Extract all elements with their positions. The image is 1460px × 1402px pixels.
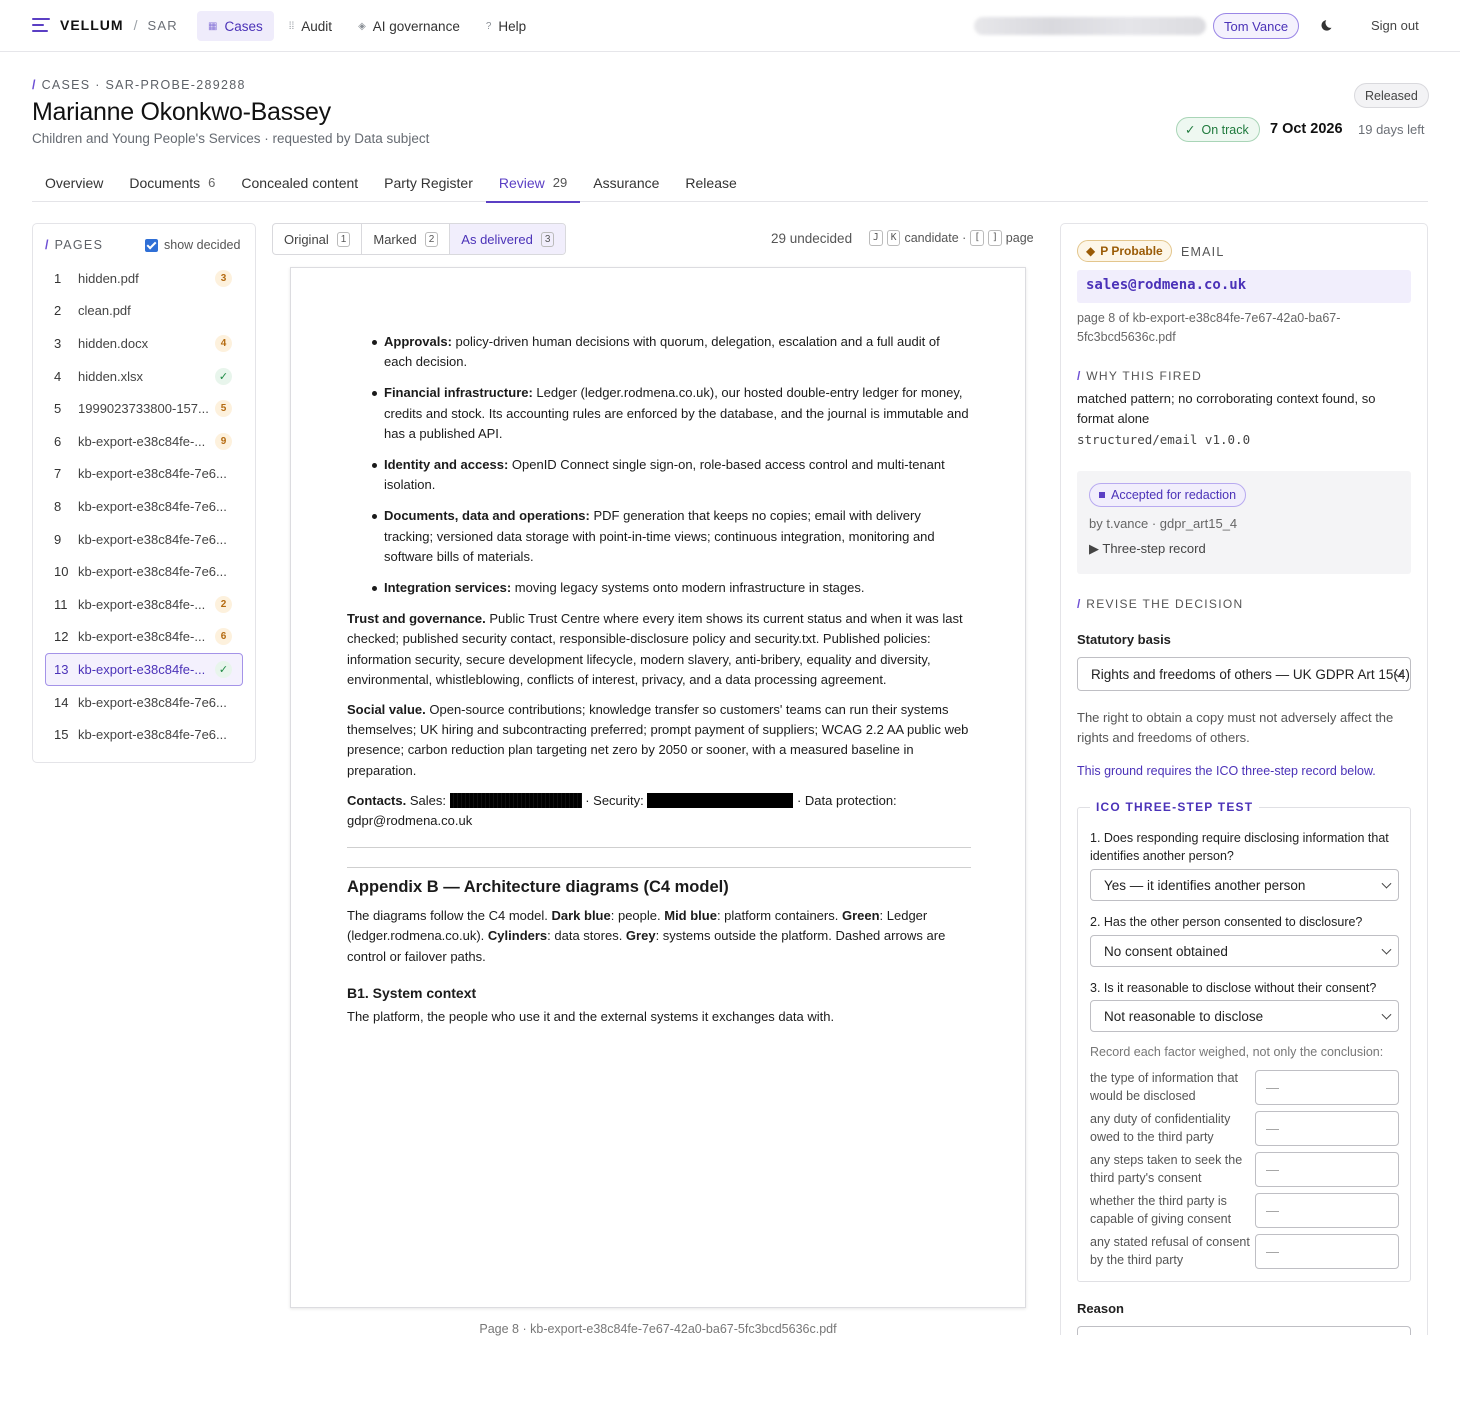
question-3: 3. Is it reasonable to disclose without their consent? — [1090, 981, 1377, 995]
factor-label: any duty of confidentiality owed to the third party — [1090, 1112, 1231, 1144]
mode-label: As delivered — [461, 231, 533, 247]
candidate-count-badge: 3 — [215, 270, 232, 287]
decision-label: Accepted for redaction — [1111, 488, 1237, 502]
page-number: 7 — [54, 466, 62, 482]
tab-documents[interactable] — [116, 164, 228, 202]
case-tabs — [32, 164, 1428, 202]
tab-overview[interactable] — [32, 164, 116, 202]
page-file-name: kb-export-e38c84fe-7e6... — [78, 531, 227, 547]
dark-mode-icon[interactable] — [1320, 17, 1336, 33]
page-file-name: hidden.pdf — [78, 270, 139, 286]
square-icon — [1099, 492, 1105, 498]
tab-label: Assurance — [593, 175, 660, 191]
top-nav — [0, 0, 1460, 52]
appendix-paragraph: The diagrams follow the C4 model. Dark blue: people. Mid blue: platform containers. Green: Ledger (ledger.rodmena.co.uk). Cylinders: data stores. Grey: systems outside the platform. Dashed arrows are control or failover paths. — [347, 908, 946, 964]
nav-ai-governance[interactable] — [347, 11, 471, 41]
tab-review[interactable] — [486, 164, 580, 202]
factor-label: any steps taken to seek the third party's consent — [1090, 1153, 1243, 1185]
factor-input[interactable]: — — [1255, 1193, 1399, 1228]
chevron-down-icon — [1382, 879, 1392, 889]
page-number: 13 — [54, 661, 69, 677]
show-decided-toggle[interactable] — [145, 238, 240, 252]
brand[interactable] — [32, 17, 178, 33]
statutory-basis-label: Statutory basis — [1077, 632, 1171, 647]
hint-page: page — [1005, 231, 1034, 245]
page-list — [45, 262, 243, 751]
page-list-item[interactable] — [45, 392, 243, 425]
factor-input[interactable]: — — [1255, 1111, 1399, 1146]
mode-label: Marked — [373, 231, 417, 247]
blurred-email — [974, 17, 1206, 35]
check-icon: ✓ — [215, 661, 232, 678]
confidence-badge — [1077, 240, 1172, 262]
nav-cases-label: Cases — [224, 18, 263, 34]
page-file-name: 1999023733800-157... — [78, 401, 209, 417]
case-subtitle: Children and Young People's Services · requested by Data subject — [32, 131, 430, 146]
view-mode-toggle — [272, 223, 566, 255]
factor-label: whether the third party is capable of giving consent — [1090, 1194, 1232, 1226]
page-number: 10 — [54, 564, 69, 580]
why-text: matched pattern; no corroborating context found, so format alone — [1077, 391, 1376, 426]
divider — [347, 847, 971, 848]
rule-id: structured/email v1.0.0 — [1077, 432, 1251, 447]
page-list-item[interactable] — [45, 686, 243, 719]
page-list-item[interactable] — [45, 425, 243, 458]
nav-audit[interactable] — [278, 11, 343, 41]
three-step-record-toggle[interactable]: ▶ Three-step record — [1089, 541, 1206, 556]
page-file-name: kb-export-e38c84fe-... — [78, 629, 206, 645]
pages-heading: / PAGES — [45, 238, 104, 252]
candidate-kind: EMAIL — [1181, 245, 1225, 259]
redaction-box[interactable] — [450, 793, 582, 808]
breadcrumb-text[interactable]: CASES · SAR-PROBE-289288 — [41, 78, 246, 92]
page-file-name: kb-export-e38c84fe-7e6... — [78, 498, 227, 514]
page-list-item[interactable] — [45, 621, 243, 654]
document-page — [290, 267, 1026, 1308]
tab-label: Review — [498, 175, 545, 191]
basis-description: The right to obtain a copy must not adversely affect the rights and freedoms of others. — [1077, 710, 1394, 745]
candidate-count-badge: 5 — [215, 400, 232, 417]
key-bracket-left: [ — [970, 230, 984, 246]
keyboard-hints — [869, 230, 1034, 246]
list-item: Identity and access: OpenID Connect single sign-on, role-based access control and multi-tenant isolation. — [384, 455, 971, 495]
page-title: Marianne Okonkwo-Bassey — [32, 98, 331, 126]
select-value: Yes — it identifies another person — [1104, 877, 1306, 893]
question-1-select[interactable] — [1090, 869, 1399, 901]
page-list-item[interactable] — [45, 327, 243, 360]
candidate-count-badge: 6 — [215, 628, 232, 645]
chevron-down-icon — [1382, 1010, 1392, 1020]
page-file-name: kb-export-e38c84fe-7e6... — [78, 466, 227, 482]
document-content — [347, 332, 971, 1037]
ico-three-step-test — [1077, 800, 1411, 1282]
page-number: 1 — [54, 270, 62, 286]
section-heading: B1. System context — [347, 984, 477, 1001]
select-value: Not reasonable to disclose — [1104, 1008, 1264, 1024]
page-file-name: kb-export-e38c84fe-... — [78, 596, 206, 612]
page-list-item[interactable] — [45, 262, 243, 295]
tab-label: Party Register — [384, 175, 473, 191]
due-date: 7 Oct 2026 — [1270, 121, 1343, 137]
mode-shortcut: 3 — [541, 232, 555, 247]
page-number: 11 — [54, 596, 68, 612]
check-icon: ✓ — [1185, 123, 1196, 137]
page-number: 14 — [54, 694, 69, 710]
tab-concealed-content[interactable] — [228, 164, 371, 202]
question-2-select[interactable] — [1090, 935, 1399, 967]
question-2: 2. Has the other person consented to disclosure? — [1090, 915, 1363, 929]
nav-ai-governance-label: AI governance — [372, 18, 460, 34]
page-file-name: hidden.docx — [78, 335, 149, 351]
candidate-value: sales@rodmena.co.uk — [1077, 270, 1411, 303]
page-number: 12 — [54, 629, 69, 645]
help-icon: ? — [485, 20, 492, 32]
revise-heading: / REVISE THE DECISION — [1077, 597, 1244, 611]
nav-help[interactable] — [475, 11, 537, 41]
tab-label: Release — [685, 175, 737, 191]
ai-governance-icon: ◈ — [358, 20, 366, 32]
track-status-badge — [1176, 117, 1260, 142]
nav-cases[interactable] — [197, 11, 274, 41]
appendix-heading: Appendix B — Architecture diagrams (C4 model) — [347, 878, 729, 897]
tab-release[interactable] — [672, 164, 749, 202]
page-number: 9 — [54, 531, 62, 547]
trust-paragraph: Trust and governance. Public Trust Centre where every item shows its current status and when it was last checked; published security contact, responsible-disclosure policy and security.txt. Published policies: information security, secure development lifecycle, modern slavery, anti-bribery, equality and diversity, environmental, whistleblowing, conflicts of interest, privacy, and a data processing agreement. — [347, 611, 963, 687]
menu-icon[interactable] — [32, 18, 50, 32]
main-nav — [197, 11, 537, 41]
nav-audit-label: Audit — [301, 18, 333, 34]
confidence-label: P Probable — [1100, 244, 1163, 258]
page-number: 3 — [54, 335, 62, 351]
track-status-label: On track — [1201, 122, 1249, 137]
question-1: 1. Does responding require disclosing information that identifies another person? — [1090, 831, 1389, 863]
sign-out-link[interactable]: Sign out — [1371, 18, 1419, 33]
brand-name: VELLUM — [60, 17, 124, 33]
tab-assurance[interactable] — [580, 164, 672, 202]
list-item: Approvals: policy-driven human decisions with quorum, delegation, escalation and a full audit of each decision. — [384, 332, 971, 372]
brand-product: SAR — [147, 17, 178, 33]
mode-shortcut: 1 — [337, 232, 351, 247]
page-list-item[interactable] — [45, 490, 243, 523]
question-3-select[interactable] — [1090, 1000, 1399, 1032]
candidate-detail-panel — [1060, 223, 1428, 1402]
key-k: K — [887, 230, 901, 246]
page-list-item[interactable] — [45, 588, 243, 621]
mode-as-delivered-button[interactable] — [450, 224, 565, 254]
select-value: Rights and freedoms of others — UK GDPR Art 15(4) — [1091, 666, 1410, 682]
factor-intro: Record each factor weighed, not only the conclusion: — [1090, 1045, 1384, 1059]
page-list-item[interactable] — [45, 718, 243, 751]
current-decision — [1077, 471, 1411, 574]
pages-panel — [32, 223, 256, 763]
tab-party-register[interactable] — [371, 164, 486, 202]
tab-label: Documents — [129, 175, 201, 191]
decision-badge — [1089, 483, 1246, 507]
cases-icon: ▦ — [208, 20, 218, 32]
list-item: Financial infrastructure: Ledger (ledger.rodmena.co.uk), our hosted double-entry ledger for money, credits and stock. Its accounting rules are enforced by the database, and the journal is immutable and has a published API. — [384, 383, 971, 444]
page-list-item[interactable] — [45, 295, 243, 328]
breadcrumb — [32, 78, 246, 92]
page-file-name: hidden.xlsx — [78, 368, 144, 384]
mode-original-button[interactable] — [273, 224, 362, 254]
page-number: 5 — [54, 401, 62, 417]
page-number: 6 — [54, 433, 62, 449]
user-menu[interactable]: Tom Vance — [1213, 13, 1299, 39]
page-file-name: kb-export-e38c84fe-7e6... — [78, 564, 227, 580]
contacts-paragraph: Contacts. Sales: · Security: · Data protection: gdpr@rodmena.co.uk — [347, 792, 897, 829]
social-paragraph: Social value. Open-source contributions; knowledge transfer so customers' teams can run their systems themselves; UK hiring and subcontracting preferred; prompt payment of suppliers; WCAG 2.2 AA public web presence; carbon reduction plan targeting net zero by 2050 or sooner, with a measured baseline in preparation. — [347, 702, 969, 778]
page-file-name: clean.pdf — [78, 303, 131, 319]
mode-marked-button[interactable] — [362, 224, 450, 254]
show-decided-label: show decided — [164, 238, 241, 252]
show-decided-checkbox[interactable] — [145, 239, 158, 252]
ico-legend: ICO THREE-STEP TEST — [1090, 800, 1259, 814]
page-number: 8 — [54, 498, 62, 514]
divider — [347, 867, 971, 868]
decided-by: by t.vance · gdpr_art15_4 — [1089, 516, 1238, 531]
tab-count: 29 — [552, 175, 568, 190]
audit-icon: ⁞⁞ — [288, 20, 295, 32]
reason-label: Reason — [1077, 1301, 1124, 1316]
factor-input[interactable]: — — [1255, 1234, 1399, 1269]
chevron-down-icon — [1382, 945, 1392, 955]
page-caption: Page 8 · kb-export-e38c84fe-7e67-42a0-ba67-5fc3bcd5636c.pdf — [479, 1322, 837, 1336]
tab-count: 6 — [208, 175, 216, 190]
section-paragraph: The platform, the people who use it and the external systems it exchanges data with. — [347, 1008, 835, 1024]
hint-candidate: candidate · — [904, 231, 967, 245]
statutory-basis-select[interactable] — [1077, 657, 1411, 691]
undecided-count: 29 undecided — [771, 231, 853, 246]
check-icon: ✓ — [215, 368, 232, 385]
candidate-count-badge: 9 — [215, 433, 232, 450]
page-file-name: kb-export-e38c84fe-7e6... — [78, 727, 227, 743]
tab-label: Concealed content — [241, 175, 359, 191]
page-list-item[interactable] — [45, 653, 243, 686]
redaction-box[interactable] — [647, 793, 793, 808]
nav-help-label: Help — [498, 18, 527, 34]
page-file-name: kb-export-e38c84fe-... — [78, 433, 206, 449]
mode-label: Original — [284, 231, 329, 247]
list-item: Integration services: moving legacy systems onto modern infrastructure in stages. — [384, 578, 971, 598]
page-number: 2 — [54, 303, 62, 319]
page-list-item[interactable] — [45, 360, 243, 393]
pages-heading-text: PAGES — [54, 238, 104, 252]
list-item: Documents, data and operations: PDF generation that keeps no copies; email with delivery tracking; versioned data storage with point-in-time views; continuous integration, monitoring and software bills of materials. — [384, 506, 971, 567]
factor-input[interactable]: — — [1255, 1070, 1399, 1105]
page-list-item[interactable] — [45, 555, 243, 588]
candidate-page-ref: page 8 of kb-export-e38c84fe-7e67-42a0-ba67-5fc3bcd5636c.pdf — [1077, 311, 1341, 344]
key-j: J — [869, 230, 883, 246]
page-number: 15 — [54, 727, 69, 743]
candidate-count-badge: 4 — [215, 335, 232, 352]
tab-label: Overview — [45, 175, 104, 191]
factor-label: any stated refusal of consent by the third party — [1090, 1235, 1250, 1267]
select-value: No consent obtained — [1104, 943, 1228, 959]
breadcrumb-slash: / — [32, 78, 37, 92]
page-file-name: kb-export-e38c84fe-7e6... — [78, 694, 227, 710]
why-heading: / WHY THIS FIRED — [1077, 369, 1203, 383]
days-left: 19 days left — [1358, 122, 1425, 137]
factor-label: the type of information that would be disclosed — [1090, 1071, 1239, 1103]
page-file-name: kb-export-e38c84fe-... — [78, 661, 206, 677]
capabilities-list — [347, 332, 971, 598]
candidate-count-badge: 2 — [215, 596, 232, 613]
brand-separator: / — [133, 17, 138, 33]
page-list-item[interactable] — [45, 523, 243, 556]
factor-input[interactable]: — — [1255, 1152, 1399, 1187]
release-status-badge: Released — [1354, 83, 1429, 108]
mode-shortcut: 2 — [425, 232, 439, 247]
page-number: 4 — [54, 368, 62, 384]
key-bracket-right: ] — [988, 230, 1002, 246]
page-list-item[interactable] — [45, 458, 243, 491]
diamond-icon: ◆ — [1086, 244, 1096, 258]
panel-clip — [1060, 1335, 1428, 1402]
ico-note: This ground requires the ICO three-step record below. — [1077, 764, 1376, 778]
